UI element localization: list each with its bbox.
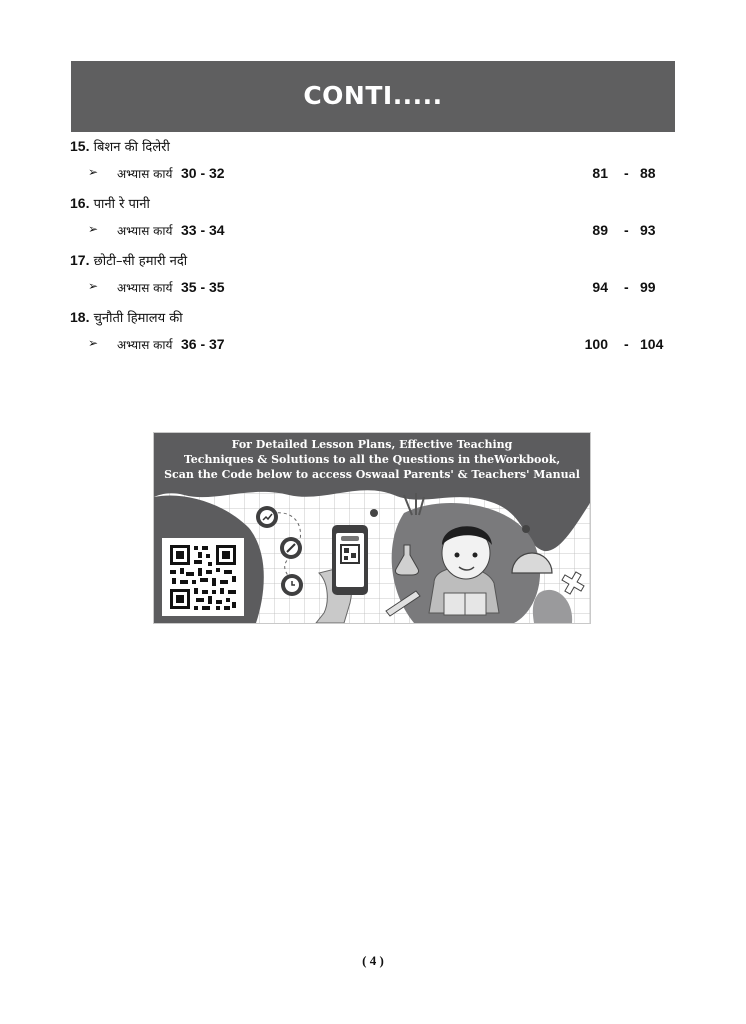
arrow-bullet-icon: ➢	[88, 165, 99, 179]
page-start: 100	[584, 336, 608, 352]
banner-line-1: For Detailed Lesson Plans, Effective Teaching	[231, 438, 513, 451]
chapter-number: 17.	[70, 252, 90, 268]
page-start: 94	[592, 279, 608, 295]
chart-icon	[256, 506, 278, 528]
exercise-label: अभ्यास कार्य	[117, 281, 173, 295]
page-dash: -	[624, 279, 629, 295]
chapter-number: 15.	[70, 138, 90, 154]
section-title: CONTI.....	[303, 81, 443, 110]
chapter-heading[interactable]	[70, 137, 170, 155]
qr-code-icon	[162, 538, 244, 616]
qr-code[interactable]	[162, 538, 244, 616]
page-start: 89	[592, 222, 608, 238]
page-dash: -	[624, 222, 629, 238]
exercise-range: 30 - 32	[181, 165, 225, 181]
chapter-heading[interactable]	[70, 308, 183, 326]
page-dash: -	[624, 336, 629, 352]
page-end: 93	[640, 222, 656, 238]
page-end: 104	[640, 336, 664, 352]
arrow-bullet-icon: ➢	[88, 336, 99, 350]
banner-line-3: Scan the Code below to access Oswaal Parents' & Teachers' Manual	[164, 468, 580, 481]
toc-chapter	[70, 306, 680, 363]
exercise-row[interactable]	[70, 336, 680, 354]
chapter-number: 16.	[70, 195, 90, 211]
page-start: 81	[592, 165, 608, 181]
section-header-bar	[71, 61, 675, 132]
banner-line-2: Techniques & Solutions to all the Questions in theWorkbook,	[183, 453, 561, 466]
chapter-title: छोटी–सी हमारी नदी	[93, 254, 188, 269]
exercise-label: अभ्यास कार्य	[117, 338, 173, 352]
toc-chapter	[70, 192, 680, 249]
chapter-heading[interactable]	[70, 251, 187, 269]
chapter-number: 18.	[70, 309, 90, 325]
chapter-title: बिशन की दिलेरी	[93, 140, 170, 155]
exercise-range: 36 - 37	[181, 336, 225, 352]
page-end: 99	[640, 279, 656, 295]
exercise-range: 33 - 34	[181, 222, 225, 238]
arrow-bullet-icon: ➢	[88, 222, 99, 236]
page-dash: -	[624, 165, 629, 181]
arrow-bullet-icon: ➢	[88, 279, 99, 293]
table-of-contents	[70, 135, 680, 363]
exercise-row[interactable]	[70, 165, 680, 183]
page-number: ( 4 )	[362, 953, 384, 968]
exercise-row[interactable]	[70, 279, 680, 297]
chapter-title: चुनौती हिमालय की	[93, 311, 183, 326]
toc-chapter	[70, 249, 680, 306]
toc-chapter	[70, 135, 680, 192]
chapter-title: पानी रे पानी	[93, 197, 150, 212]
exercise-label: अभ्यास कार्य	[117, 167, 173, 181]
exercise-label: अभ्यास कार्य	[117, 224, 173, 238]
banner-heading	[154, 437, 590, 482]
exercise-range: 35 - 35	[181, 279, 225, 295]
clock-icon	[281, 574, 303, 596]
exercise-row[interactable]	[70, 222, 680, 240]
manual-promo-banner[interactable]	[153, 432, 591, 624]
chapter-heading[interactable]	[70, 194, 150, 212]
page-end: 88	[640, 165, 656, 181]
pencil-circle-icon	[280, 537, 302, 559]
